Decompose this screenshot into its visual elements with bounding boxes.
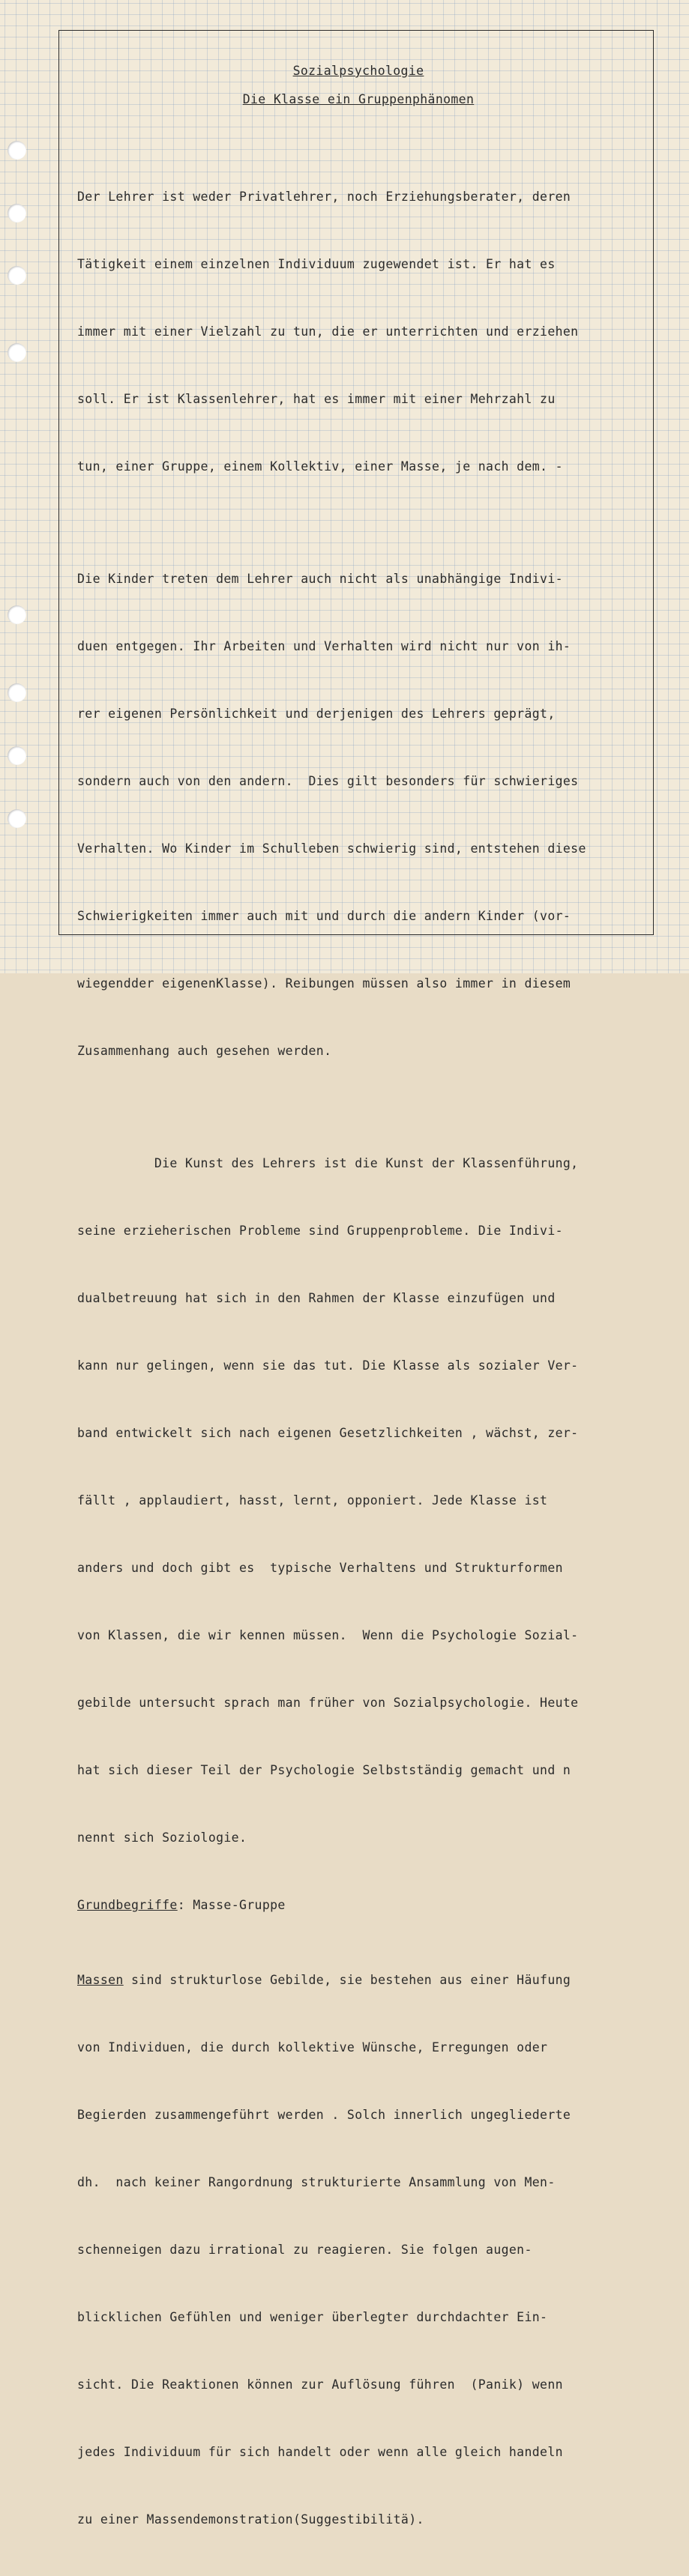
- text-line: Tätigkeit einem einzelnen Individuum zugewendet ist. Er hat es: [77, 257, 556, 271]
- page-title: Sozialpsychologie: [292, 64, 424, 78]
- text-line: jedes Individuum für sich handelt oder wenn alle gleich handeln: [77, 2445, 563, 2459]
- text-line: [77, 1969, 632, 1992]
- text-line: Verhalten. Wo Kinder im Schulleben schwierig sind, entstehen diese: [77, 841, 586, 856]
- paragraph-1: [77, 141, 632, 523]
- text-line: Die Kunst des Lehrers ist die Kunst der Klassenführung,: [77, 1156, 579, 1170]
- text-line: sicht. Die Reaktionen können zur Auflösung führen (Panik) wenn: [77, 2377, 563, 2392]
- heading-rest: : Masse-Gruppe: [177, 1898, 286, 1912]
- text-line: seine erzieherischen Probleme sind Gruppenprobleme. Die Indivi-: [77, 1224, 563, 1238]
- text-line: sondern auch von den andern. Dies gilt besonders für schwieriges: [77, 774, 579, 788]
- punch-hole: [7, 746, 26, 765]
- text-line: kann nur gelingen, wenn sie das tut. Die Klasse als sozialer Ver-: [77, 1358, 579, 1373]
- text-line: wiegendder eigenenKlasse). Reibungen müssen also immer in diesem: [77, 976, 571, 991]
- text-line: schenneigen dazu irrational zu reagieren. Sie folgen augen-: [77, 2243, 532, 2257]
- underlined-term: Massen: [77, 1973, 124, 1987]
- heading-underlined-term: Grundbegriffe: [77, 1898, 178, 1912]
- text-line: tun, einer Gruppe, einem Kollektiv, einer Masse, je nach dem. -: [77, 459, 563, 474]
- paragraph-4: [77, 1924, 632, 2576]
- punch-hole: [7, 204, 26, 223]
- text-line: gebilde untersucht sprach man früher von Sozialpsychologie. Heute: [77, 1696, 579, 1710]
- punch-hole: [7, 141, 26, 160]
- typed-text-body: [77, 60, 632, 2576]
- text-line: band entwickelt sich nach eigenen Gesetzlichkeiten , wächst, zer-: [77, 1426, 579, 1440]
- punch-hole: [7, 266, 26, 285]
- text-line: Begierden zusammengeführt werden . Solch innerlich ungegliederte: [77, 2108, 571, 2122]
- text-line: blicklichen Gefühlen und weniger überlegter durchdachter Ein-: [77, 2310, 548, 2324]
- punch-hole: [7, 683, 26, 702]
- text-line: immer mit einer Vielzahl zu tun, die er unterrichten und erziehen: [77, 324, 579, 339]
- text-line: Der Lehrer ist weder Privatlehrer, noch Erziehungsberater, deren: [77, 190, 571, 204]
- text-line: nennt sich Soziologie.: [77, 1830, 247, 1845]
- text-line: fällt , applaudiert, hasst, lernt, opponiert. Jede Klasse ist: [77, 1493, 548, 1508]
- text-line: anders und doch gibt es typische Verhaltens und Strukturformen: [77, 1561, 563, 1575]
- punch-hole: [7, 809, 26, 828]
- text-line: soll. Er ist Klassenlehrer, hat es immer mit einer Mehrzahl zu: [77, 392, 556, 406]
- page-subtitle: Die Klasse ein Gruppenphänomen: [242, 92, 475, 106]
- punch-hole: [7, 343, 26, 362]
- text-line: von Individuen, die durch kollektive Wünsche, Erregungen oder: [77, 2040, 548, 2055]
- text-line: von Klassen, die wir kennen müssen. Wenn die Psychologie Sozial-: [77, 1628, 579, 1642]
- text-line: rer eigenen Persönlichkeit und derjenigen des Lehrers geprägt,: [77, 707, 556, 721]
- paragraph-2: [77, 523, 632, 1107]
- text-line: dh. nach keiner Rangordnung strukturierte Ansammlung von Men-: [77, 2175, 556, 2189]
- text-line: Schwierigkeiten immer auch mit und durch die andern Kinder (vor-: [77, 909, 571, 923]
- text-line: zu einer Massendemonstration(Suggestibilitä).: [77, 2512, 424, 2527]
- punch-hole: [7, 605, 26, 624]
- section-heading: [77, 1894, 632, 1917]
- text-line: Die Kinder treten dem Lehrer auch nicht als unabhängige Indivi-: [77, 572, 563, 586]
- text-line: Zusammenhang auch gesehen werden.: [77, 1044, 332, 1058]
- text-line: duen entgegen. Ihr Arbeiten und Verhalten wird nicht nur von ih-: [77, 639, 571, 653]
- paragraph-3: [77, 1107, 632, 1894]
- text-line: dualbetreuung hat sich in den Rahmen der Klasse einzufügen und: [77, 1291, 556, 1305]
- text-line: hat sich dieser Teil der Psychologie Selbstständig gemacht und n: [77, 1763, 571, 1777]
- text-line-rest: sind strukturlose Gebilde, sie bestehen aus einer Häufung: [123, 1973, 571, 1987]
